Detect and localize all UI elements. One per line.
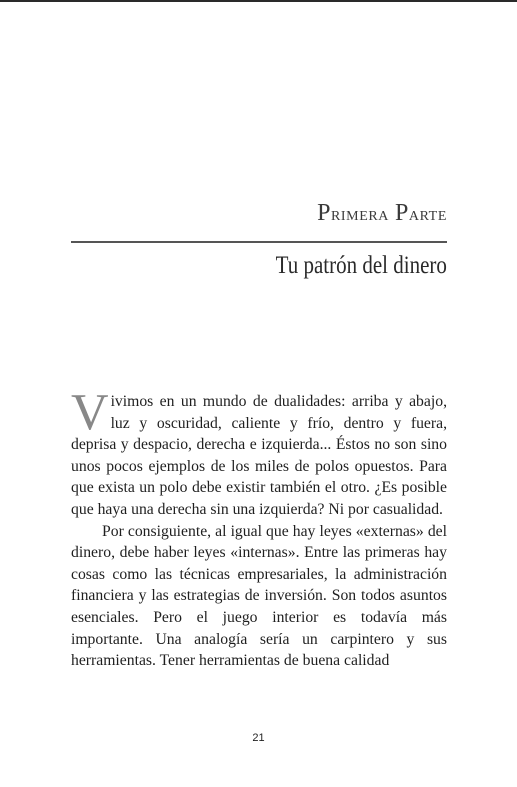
part-label-cap-1: P [317, 200, 331, 226]
part-label-word-2: ARTE [408, 209, 447, 224]
part-label-word-1: RIMERA [330, 209, 390, 224]
part-label [317, 200, 447, 227]
chapter-title: Tu patrón del dinero [275, 252, 447, 279]
page-number: 21 [252, 732, 265, 744]
drop-cap: V [71, 384, 109, 441]
paragraph-2: Por consiguiente, al igual que hay leyes «externas» del dinero, debe haber leyes «internas». Entre las primeras hay cosas como las técnicas empresariales, la administración financiera y las estrategias de inversión. Son todos asuntos esenciales. Pero el juego interior es todavía más importante. Una analogía sería un carpintero y sus herramientas. Tener herramientas de buena calidad [71, 522, 447, 670]
page-top-edge [0, 0, 517, 2]
body-text [71, 384, 447, 672]
paragraph-1-text: ivimos en un mundo de dualidades: arriba y abajo, luz y oscuridad, caliente y frío, dentro y fuera, deprisa y despacio, derecha e izquierda... Éstos no son sino unos pocos ejemplos de los miles de polos opuestos. Para que exista un polo debe existir también el otro. ¿Es posible que haya una derecha sin una izquierda? Ni por casualidad. [71, 393, 447, 518]
heading-divider [71, 241, 447, 243]
part-label-cap-2: P [395, 200, 409, 226]
paragraph-1 [71, 384, 447, 521]
